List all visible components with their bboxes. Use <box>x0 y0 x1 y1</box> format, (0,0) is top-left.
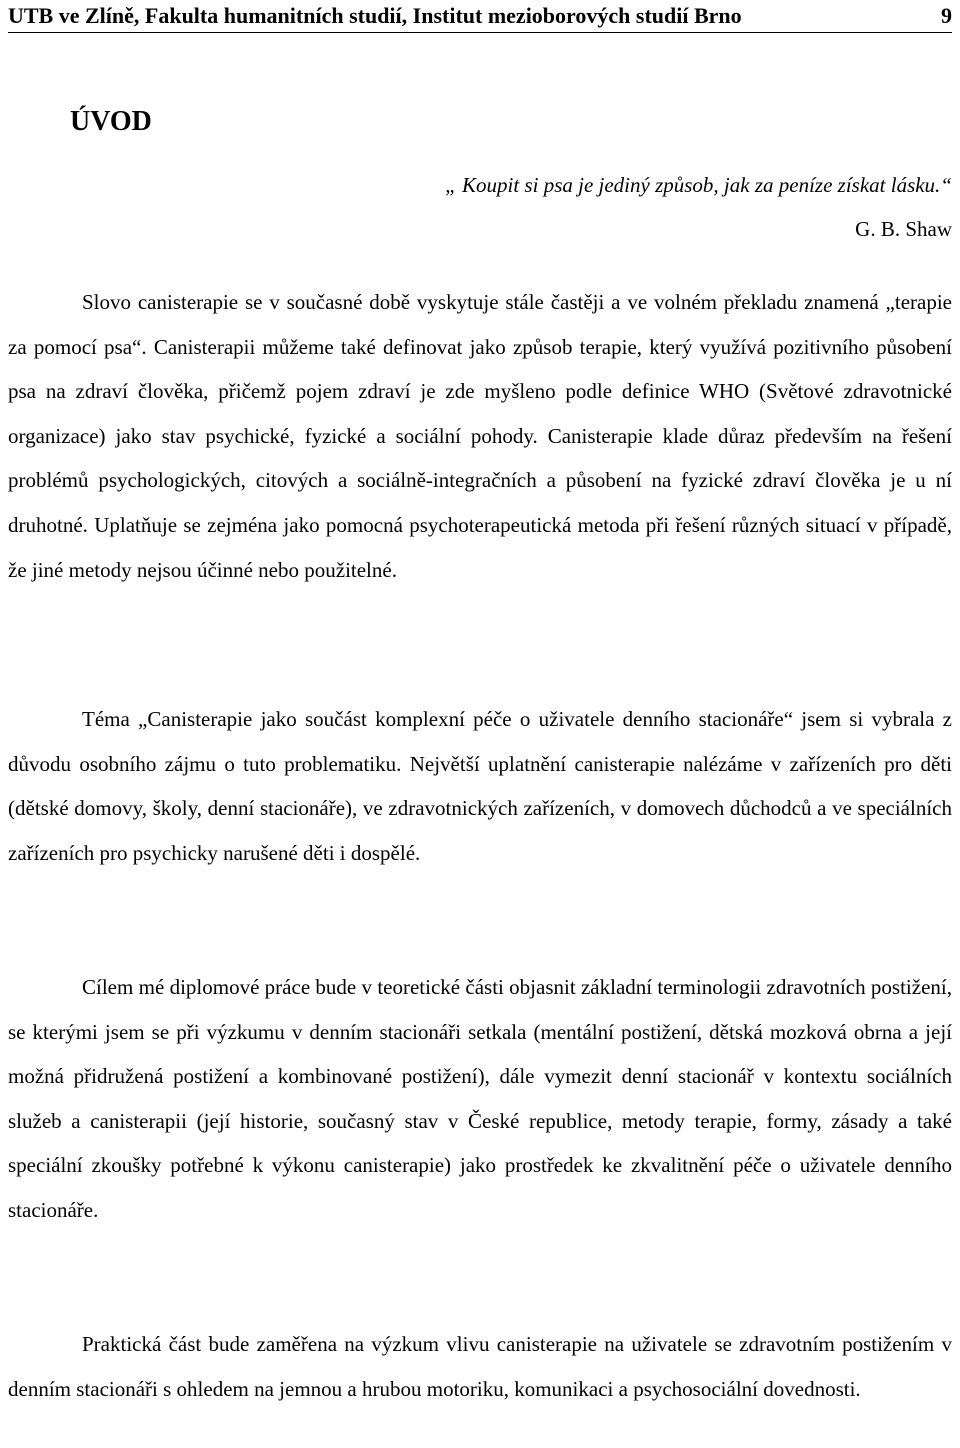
section-heading: ÚVOD <box>70 106 152 137</box>
paragraph-goals: Cílem mé diplomové práce bude v teoretické části objasnit základní terminologii zdravotních postižení, se kterými jsem se při výzkumu v denním stacionáři setkala (mentální postižení, dětská mozková obrna a její možná přidružená postižení a kombinované postižení), dále vymezit denní stacionář v kontextu sociálních služeb a canisterapii (její historie, současný stav v České republice, metody terapie, formy, zásady a také speciální zkoušky potřebné k výkonu canisterapie) jako prostředek ke zkvalitnění péče o uživatele denního stacionáře. <box>8 975 952 1222</box>
paragraph-topic: Téma „Canisterapie jako součást komplexní péče o uživatele denního stacionáře“ jsem si vybrala z důvodu osobního zájmu o tuto problematiku. Největší uplatnění canisterapie nalézáme v zařízeních pro děti (dětské domovy, školy, denní stacionáře), ve zdravotnických zařízeních, v domovech důchodců a ve speciálních zařízeních pro psychicky narušené děti i dospělé. <box>8 707 952 865</box>
header-institution: UTB ve Zlíně, Fakulta humanitních studií, Institut mezioborových studií Brno <box>8 3 742 28</box>
epigraph-quote: „ Koupit si psa je jediný způsob, jak za peníze získat lásku.“ <box>445 173 952 197</box>
paragraph-definition: Slovo canisterapie se v současné době vyskytuje stále častěji a ve volném překladu znamená „terapie za pomocí psa“. Canisterapii můžeme také definovat jako způsob terapie, který využívá pozitivního působení psa na zdraví člověka, přičemž pojem zdraví je zde myšleno podle definice WHO (Světové zdravotnické organizace) jako stav psychické, fyzické a sociální pohody. Canisterapie klade důraz především na řešení problémů psychologických, citových a sociálně-integračních a působení na fyzické zdraví člověka je u ní druhotné. Uplatňuje se zejména jako pomocná psychoterapeutická metoda při řešení různých situací v případě, že jiné metody nejsou účinné nebo použitelné. <box>8 290 952 582</box>
page-header <box>8 2 952 33</box>
epigraph-author: G. B. Shaw <box>855 217 952 241</box>
page-number: 9 <box>941 3 952 28</box>
paragraph-practical: Praktická část bude zaměřena na výzkum vlivu canisterapie na uživatele se zdravotním postižením v denním stacionáři s ohledem na jemnou a hrubou motoriku, komunikaci a psychosociální dovednosti. <box>8 1332 952 1401</box>
